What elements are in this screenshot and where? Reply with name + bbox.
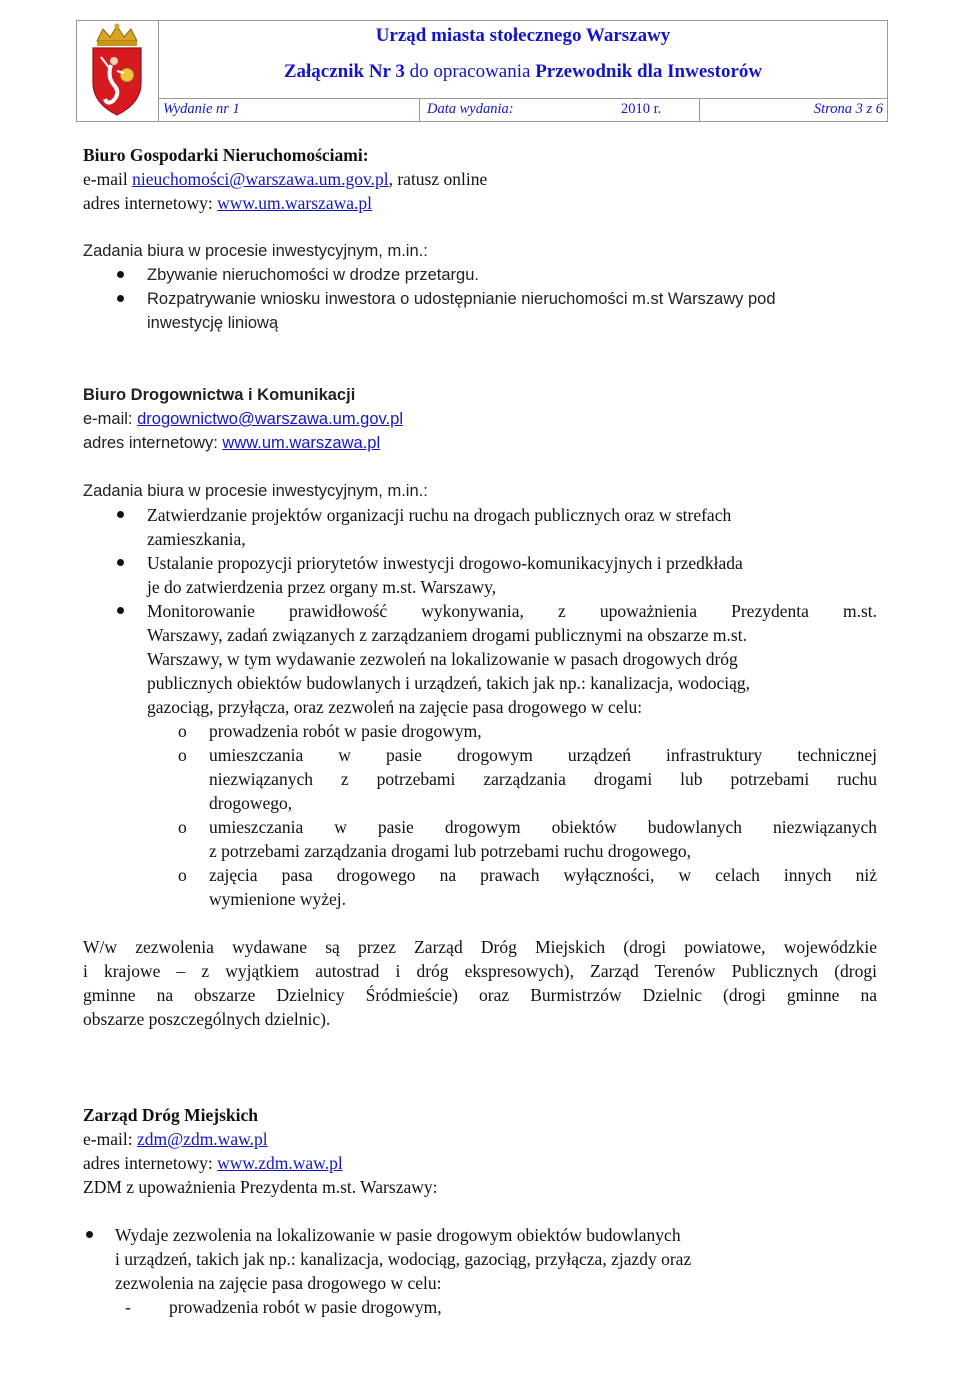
section-heading-zdm: Zarząd Dróg Miejskich	[83, 1105, 258, 1125]
bdk-task-item: Ustalanie propozycji priorytetów inwestycji drogowo-komunikacyjnych i przedkłada	[83, 551, 877, 575]
date-value: 2010 r.	[621, 101, 662, 117]
bdk-sub-item-continued: drogowego,	[209, 793, 293, 813]
section-heading-bdk: Biuro Drogownictwa i Komunikacji	[83, 386, 356, 404]
bullet-icon	[117, 511, 124, 518]
bgn-email-line: e-mail nieuchomości@warszawa.um.gov.pl, ratusz online	[83, 169, 488, 189]
document-header	[76, 20, 888, 122]
bdk-email-link[interactable]: drogownictwo@warszawa.um.gov.pl	[137, 410, 403, 428]
sub-bullet-marker: o	[178, 817, 187, 837]
bdk-tasks-intro: Zadania biura w procesie inwestycyjnym, m.in.:	[83, 482, 428, 500]
bdk-task-item-continued: Warszawy, zadań związanych z zarządzaniem drogami publicznymi na obszarze m.st.	[147, 625, 747, 645]
page-number: Strona 3 z 6	[813, 101, 883, 117]
sub-bullet-marker: o	[178, 865, 187, 885]
bdk-sub-item: o umieszczania w pasie drogowym urządzeń infrastruktury technicznej	[178, 745, 877, 765]
zdm-task-item-continued: i urządzeń, takich jak np.: kanalizacja, wodociąg, gazociąg, przyłącza, zjazdy oraz	[115, 1249, 692, 1269]
permits-paragraph-line: i krajowe – z wyjątkiem autostrad i dróg ekspresowych), Zarząd Terenów Publicznych (drogi	[83, 961, 877, 981]
bgn-task-item-continued: inwestycję liniową	[147, 314, 279, 332]
bdk-task-item-continued: gazociąg, przyłącza, oraz zezwoleń na zajęcie pasa drogowego w celu:	[147, 697, 643, 717]
bdk-web-line: adres internetowy: www.um.warszawa.pl	[83, 434, 381, 452]
bgn-task-item: Rozpatrywanie wniosku inwestora o udostępnianie nieruchomości m.st Warszawy pod	[83, 287, 877, 311]
permits-paragraph-line: W/w zezwolenia wydawane są przez Zarząd Dróg Miejskich (drogi powiatowe, wojewódzkie	[83, 937, 877, 957]
bgn-web-link[interactable]: www.um.warszawa.pl	[217, 193, 372, 213]
bdk-sub-item-continued: wymienione wyżej.	[209, 889, 347, 909]
bgn-task-item: Zbywanie nieruchomości w drodze przetargu.	[83, 263, 877, 287]
bdk-sub-item: o umieszczania w pasie drogowym obiektów budowlanych niezwiązanych	[178, 817, 877, 837]
header-subtitle: Załącznik Nr 3 do opracowania Przewodnik dla Inwestorów	[283, 61, 763, 82]
zdm-web-link[interactable]: www.zdm.waw.pl	[217, 1153, 343, 1173]
bdk-sub-item: o prowadzenia robót w pasie drogowym,	[178, 721, 482, 741]
bdk-task-item-continued: publicznych obiektów budowlanych i urządzeń, takich jak np.: kanalizacja, wodociąg,	[147, 673, 751, 693]
section-heading-bgn: Biuro Gospodarki Nieruchomościami:	[83, 145, 369, 165]
permits-paragraph-line: gminne na obszarze Dzielnicy Śródmieście) oraz Burmistrzów Dzielnic (drogi gminne na	[83, 985, 877, 1005]
bdk-sub-item-continued: z potrzebami zarządzania drogami lub potrzebami ruchu drogowego,	[209, 841, 692, 861]
bullet-icon	[117, 559, 124, 566]
bdk-task-item-continued: zamieszkania,	[147, 529, 246, 549]
bdk-web-link[interactable]: www.um.warszawa.pl	[222, 434, 381, 452]
zdm-task-item: Wydaje zezwolenia na lokalizowanie w pasie drogowym obiektów budowlanych	[83, 1223, 877, 1247]
bdk-task-item: Zatwierdzanie projektów organizacji ruchu na drogach publicznych oraz w strefach	[83, 503, 877, 527]
bdk-email-line: e-mail: drogownictwo@warszawa.um.gov.pl	[83, 410, 403, 428]
zdm-task-item-continued: zezwolenia na zajęcie pasa drogowego w celu:	[115, 1273, 442, 1293]
bullet-icon	[86, 1231, 93, 1238]
bdk-task-item-continued: je do zatwierdzenia przez organy m.st. Warszawy,	[147, 577, 497, 597]
bdk-task-item-continued: Warszawy, w tym wydawanie zezwoleń na lokalizowanie w pasach drogowych dróg	[147, 649, 738, 669]
bullet-icon	[117, 607, 124, 614]
header-title: Urząd miasta stołecznego Warszawy	[375, 25, 671, 46]
bgn-web-line: adres internetowy: www.um.warszawa.pl	[83, 193, 372, 213]
permits-paragraph-line: obszarze poszczególnych dzielnic).	[83, 1009, 331, 1029]
bullet-icon	[117, 271, 124, 278]
bgn-tasks-intro: Zadania biura w procesie inwestycyjnym, m.in.:	[83, 242, 428, 260]
zdm-dash-item: - prowadzenia robót w pasie drogowym,	[125, 1297, 442, 1317]
document-body	[83, 143, 877, 1319]
bgn-email-link[interactable]: nieuchomości@warszawa.um.gov.pl	[132, 169, 389, 189]
dash-marker: -	[125, 1297, 131, 1317]
header-titles	[159, 21, 887, 99]
zdm-web-line: adres internetowy: www.zdm.waw.pl	[83, 1153, 343, 1173]
bullet-icon	[117, 295, 124, 302]
bdk-sub-item: o zajęcia pasa drogowego na prawach wyłączności, w celach innych niż	[178, 865, 877, 885]
warsaw-coat-of-arms-logo	[77, 21, 159, 121]
header-meta-row	[159, 98, 887, 121]
zdm-email-line: e-mail: zdm@zdm.waw.pl	[83, 1129, 268, 1149]
zdm-email-link[interactable]: zdm@zdm.waw.pl	[136, 1129, 268, 1149]
zdm-authority-line: ZDM z upoważnienia Prezydenta m.st. Warszawy:	[83, 1177, 438, 1197]
sub-bullet-marker: o	[178, 721, 187, 741]
date-label: Data wydania:	[427, 101, 514, 117]
edition-label: Wydanie nr 1	[163, 101, 240, 117]
bdk-task-item: Monitorowanie prawidłowość wykonywania, z upoważnienia Prezydenta m.st.	[83, 599, 877, 623]
bdk-sub-item-continued: niezwiązanych z potrzebami zarządzania drogami lub potrzebami ruchu	[209, 769, 877, 789]
sub-bullet-marker: o	[178, 745, 187, 765]
